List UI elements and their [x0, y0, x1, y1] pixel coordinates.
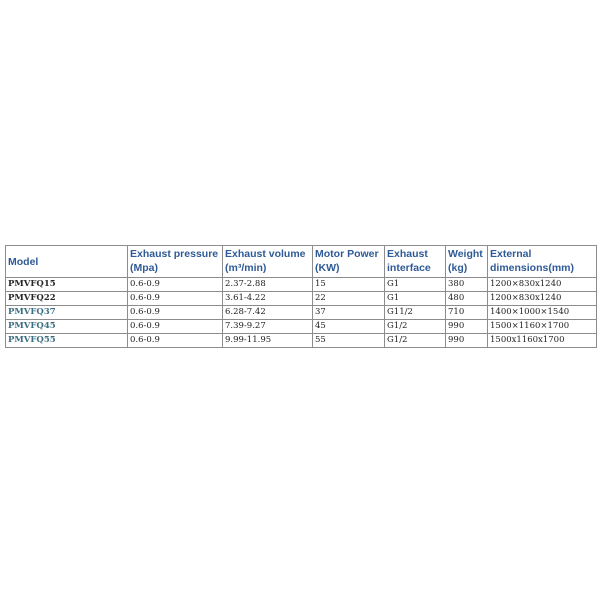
cell-exhaust-pressure: 0.6-0.9	[128, 278, 223, 292]
cell-external-dimensions: 1200×830x1240	[488, 278, 597, 292]
cell-external-dimensions: 1500x1160x1700	[488, 334, 597, 348]
cell-model: PMVFQ22	[6, 292, 128, 306]
header-exhaust-volume: Exhaust volume (m³/min)	[223, 246, 313, 278]
table-row	[6, 334, 597, 348]
header-motor-power: Motor Power (KW)	[313, 246, 385, 278]
cell-exhaust-interface: G1/2	[385, 334, 446, 348]
cell-exhaust-interface: G11/2	[385, 306, 446, 320]
table-row	[6, 320, 597, 334]
header-exhaust-pressure: Exhaust pressure (Mpa)	[128, 246, 223, 278]
header-model: Model	[6, 246, 128, 278]
cell-weight: 990	[446, 334, 488, 348]
cell-exhaust-interface: G1	[385, 292, 446, 306]
header-exhaust-interface: Exhaust interface	[385, 246, 446, 278]
cell-exhaust-interface: G1	[385, 278, 446, 292]
cell-motor-power: 22	[313, 292, 385, 306]
cell-weight: 480	[446, 292, 488, 306]
cell-model: PMVFQ45	[6, 320, 128, 334]
cell-motor-power: 15	[313, 278, 385, 292]
table-row	[6, 306, 597, 320]
cell-exhaust-volume: 9.99-11.95	[223, 334, 313, 348]
table-row	[6, 292, 597, 306]
cell-model: PMVFQ15	[6, 278, 128, 292]
cell-weight: 380	[446, 278, 488, 292]
specifications-table	[5, 245, 597, 348]
table-header-row	[6, 246, 597, 278]
header-weight: Weight (kg)	[446, 246, 488, 278]
cell-motor-power: 55	[313, 334, 385, 348]
table-row	[6, 278, 597, 292]
cell-exhaust-pressure: 0.6-0.9	[128, 320, 223, 334]
header-external-dimensions: External dimensions(mm)	[488, 246, 597, 278]
cell-model: PMVFQ55	[6, 334, 128, 348]
cell-exhaust-volume: 3.61-4.22	[223, 292, 313, 306]
cell-exhaust-pressure: 0.6-0.9	[128, 334, 223, 348]
cell-model: PMVFQ37	[6, 306, 128, 320]
cell-external-dimensions: 1500×1160×1700	[488, 320, 597, 334]
cell-exhaust-pressure: 0.6-0.9	[128, 306, 223, 320]
cell-motor-power: 37	[313, 306, 385, 320]
cell-weight: 990	[446, 320, 488, 334]
cell-external-dimensions: 1200×830x1240	[488, 292, 597, 306]
cell-exhaust-volume: 7.39-9.27	[223, 320, 313, 334]
cell-exhaust-volume: 6.28-7.42	[223, 306, 313, 320]
cell-external-dimensions: 1400×1000×1540	[488, 306, 597, 320]
cell-exhaust-interface: G1/2	[385, 320, 446, 334]
cell-weight: 710	[446, 306, 488, 320]
cell-exhaust-volume: 2.37-2.88	[223, 278, 313, 292]
cell-motor-power: 45	[313, 320, 385, 334]
cell-exhaust-pressure: 0.6-0.9	[128, 292, 223, 306]
